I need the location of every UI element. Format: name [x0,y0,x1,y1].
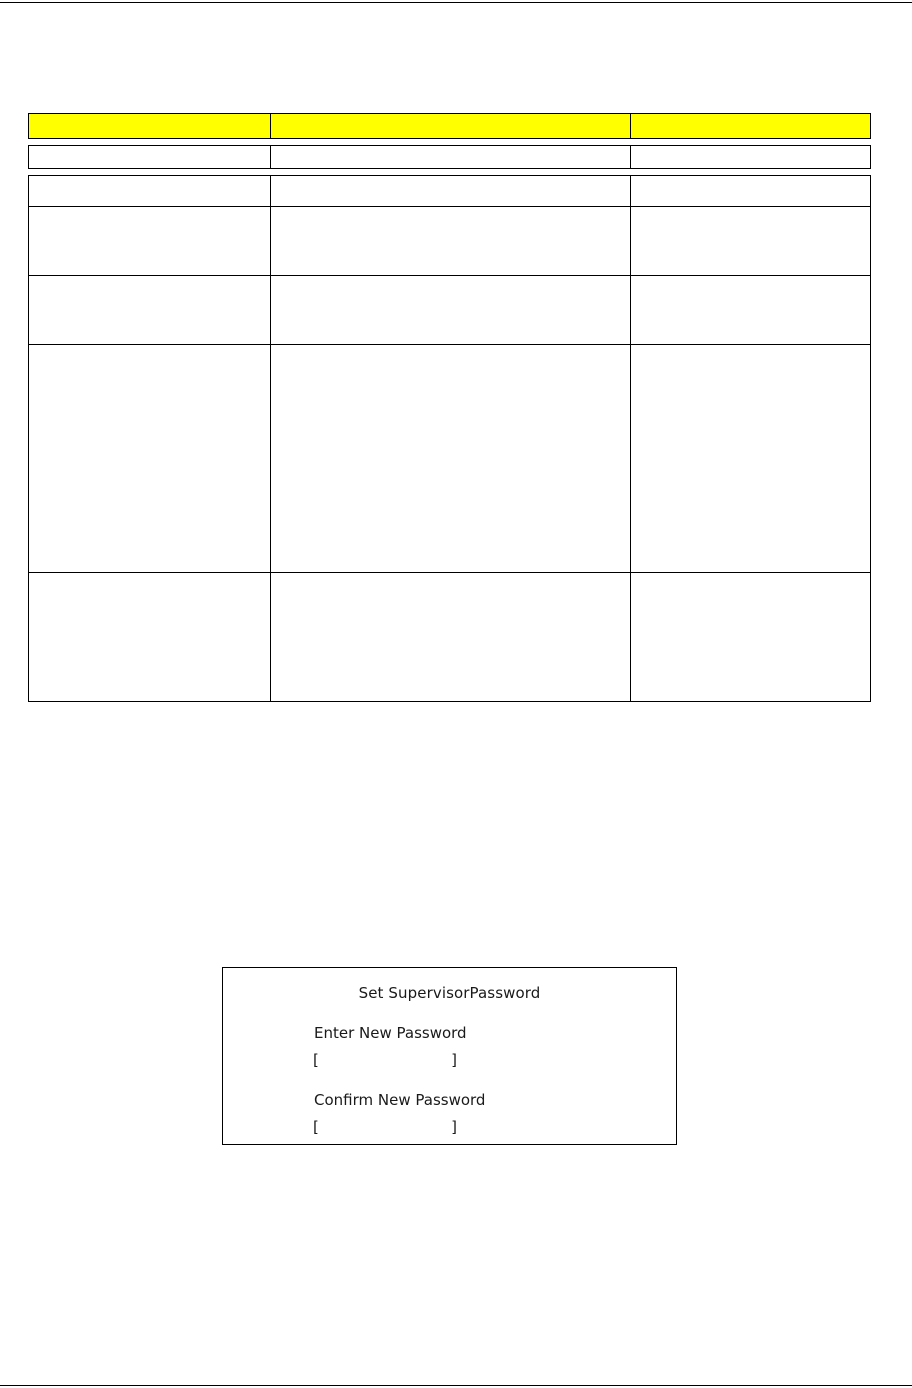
table-cell [631,573,871,702]
header-rule [0,2,912,3]
confirm-new-password-label: Confirm New Password [314,1091,486,1109]
table-header-cell [271,114,631,139]
table-cell [29,146,271,169]
table-header-cell [29,114,271,139]
table-row [29,146,871,169]
table-cell [271,146,631,169]
table-cell [29,276,271,345]
table-spacer [29,169,871,176]
table-cell [631,146,871,169]
table-cell [631,207,871,276]
bracket-open: [ [313,1118,319,1136]
table-cell [271,207,631,276]
footer-rule [0,1385,912,1386]
table-cell [631,176,871,207]
table-row [29,276,871,345]
set-supervisor-password-dialog [222,967,677,1145]
table-cell [631,276,871,345]
table-cell [29,573,271,702]
table-cell [29,345,271,573]
table-row [29,176,871,207]
table-cell [631,345,871,573]
table-cell [29,176,271,207]
parameter-table-container [28,113,870,694]
table-header-cell [631,114,871,139]
table-cell [271,573,631,702]
bracket-close: ] [451,1051,457,1069]
table-cell [271,345,631,573]
enter-new-password-label: Enter New Password [314,1024,467,1042]
enter-new-password-field[interactable] [313,1051,457,1071]
table-cell [271,176,631,207]
parameter-table [28,113,871,702]
table-spacer [29,139,871,146]
bracket-close: ] [451,1118,457,1136]
table-row [29,345,871,573]
table-cell [271,276,631,345]
bracket-open: [ [313,1051,319,1069]
table-row [29,207,871,276]
table-header-row [29,114,871,139]
table-row [29,573,871,702]
confirm-new-password-field[interactable] [313,1118,457,1138]
table-cell [29,207,271,276]
dialog-title: Set SupervisorPassword [358,984,541,1002]
